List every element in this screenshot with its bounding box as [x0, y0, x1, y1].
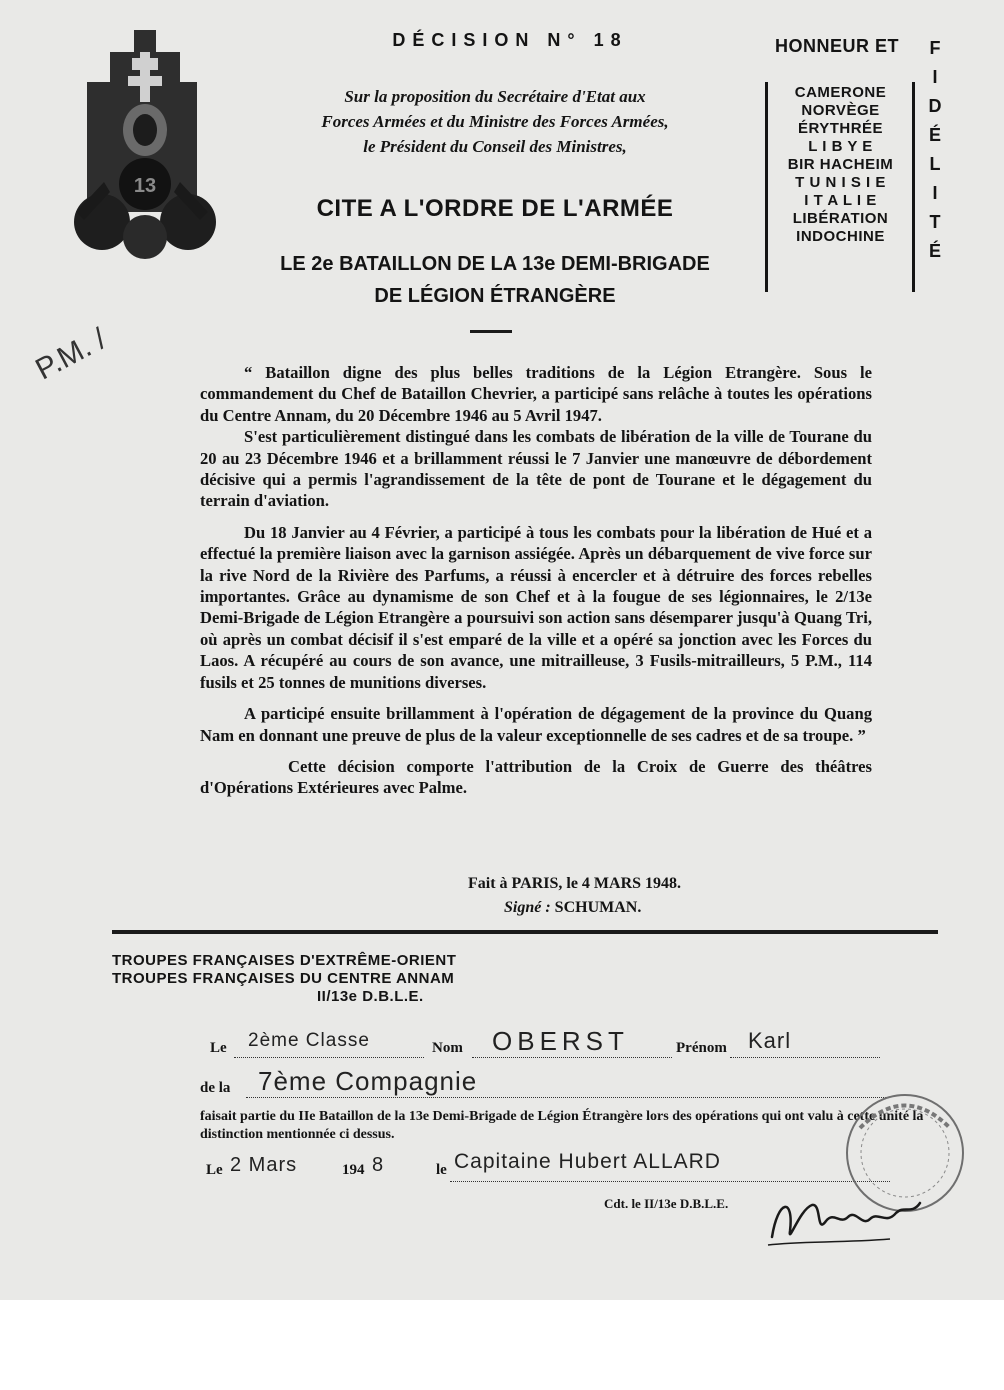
- battalion-line: DE LÉGION ÉTRANGÈRE: [374, 285, 616, 307]
- date-value: 2 Mars: [230, 1154, 298, 1176]
- le-label: Le: [210, 1040, 227, 1056]
- year-prefix: 194: [342, 1162, 365, 1178]
- decision-title: DÉCISION N° 18: [392, 30, 628, 50]
- troupes-line: TROUPES FRANÇAISES D'EXTRÊME-ORIENT: [112, 952, 457, 969]
- proposal-line: Sur la proposition du Secrétaire d'Etat aux: [344, 87, 646, 106]
- troupes-heading: [112, 952, 456, 1006]
- unit-code: II/13e D.B.L.E.: [317, 988, 424, 1005]
- signature-scrawl: [760, 1185, 930, 1255]
- fidelite-letter: I: [932, 183, 938, 203]
- campaign-item: I T A L I E: [804, 192, 877, 209]
- campaign-item: ÉRYTHRÉE: [797, 120, 884, 137]
- campaign-item: T U N I S I E: [795, 174, 886, 191]
- dela-label: de la: [200, 1080, 231, 1096]
- proposal-text: [240, 84, 750, 159]
- section-separator: [112, 930, 938, 934]
- nom-value: OBERST: [492, 1026, 629, 1056]
- battalion-line: LE 2e BATAILLON DE LA 13e DEMI-BRIGADE: [280, 253, 710, 275]
- signed-line: [504, 896, 780, 920]
- prenom-label: Prénom: [676, 1040, 727, 1056]
- prenom-value: Karl: [748, 1028, 792, 1053]
- signature-block: [460, 872, 780, 920]
- campaign-item: BIR HACHEIM: [787, 156, 894, 173]
- proposal-line: le Président du Conseil des Ministres,: [363, 137, 627, 156]
- signed-name: SCHUMAN.: [554, 899, 642, 916]
- fidelite-vertical: [925, 34, 945, 266]
- proposal-line: Forces Armées et du Ministre des Forces Armées,: [321, 112, 669, 131]
- fidelite-letter: T: [929, 212, 941, 232]
- nom-label: Nom: [432, 1040, 463, 1056]
- rank-dotline: [234, 1056, 424, 1058]
- fidelite-letter: D: [928, 96, 942, 116]
- date-prefix: Le: [206, 1162, 223, 1178]
- honneur-title: HONNEUR ET: [775, 36, 900, 56]
- legion-emblem-icon: [62, 22, 222, 262]
- company-row: [200, 1066, 900, 1100]
- officer-dotline: [450, 1180, 890, 1182]
- svg-text:13: 13: [133, 175, 157, 197]
- battalion-heading: [240, 248, 750, 312]
- svg-text:P.M. /: P.M. /: [30, 322, 112, 387]
- commander-line: Cdt. le II/13e D.B.L.E.: [604, 1196, 729, 1211]
- citation-paragraph: S'est particulièrement distingué dans les combats de libération de la ville de Tourane du 20 au 23 Décembre 1946 et a brillamment réussi le 7 Janvier une manœuvre de débordement décisive qui a permis l'agrandissement de la tête de pont de Tourane et le dégagement du terrain d'aviation.: [200, 427, 872, 511]
- prenom-dotline: [730, 1056, 880, 1058]
- rank-value: 2ème Classe: [248, 1030, 370, 1051]
- soldier-row: [200, 1026, 900, 1060]
- officer-prefix: le: [436, 1162, 447, 1178]
- place-date: Fait à PARIS, le 4 MARS 1948.: [468, 875, 682, 892]
- section-divider: [470, 330, 512, 333]
- certificate-statement: faisait partie du IIe Bataillon de la 13e Demi-Brigade de Légion Étrangère lors des opérations qui ont valu à cette unité la distinction mentionnée ci dessus.: [200, 1109, 924, 1142]
- officer-value: Capitaine Hubert ALLARD: [454, 1150, 721, 1173]
- fidelite-letter: I: [932, 67, 938, 87]
- company-value: 7ème Compagnie: [258, 1066, 478, 1096]
- cite-heading: CITE A L'ORDRE DE L'ARMÉE: [316, 195, 674, 222]
- troupes-line: TROUPES FRANÇAISES DU CENTRE ANNAM: [112, 970, 455, 987]
- fidelite-letter: É: [928, 125, 941, 145]
- campaign-item: L I B Y E: [808, 138, 873, 155]
- citation-paragraph: “ Bataillon digne des plus belles traditions de la Légion Etrangère. Sous le commandement du Chef de Bataillon Chevrier, a participé sans relâche à toutes les opérations du Centre Annam, du 20 Décembre 1946 au 5 Avril 1947.: [200, 363, 872, 425]
- citation-paragraph: Cette décision comporte l'attribution de la Croix de Guerre des théâtres d'Opérations Extérieures avec Palme.: [200, 756, 872, 798]
- page-footer-band: [0, 1300, 1004, 1390]
- fidelite-letter: L: [929, 154, 941, 174]
- campaign-box: [765, 82, 915, 292]
- campaign-item: INDOCHINE: [796, 228, 885, 245]
- year-digit: 8: [372, 1154, 385, 1176]
- campaign-item: CAMERONE: [794, 84, 887, 101]
- citation-paragraph: A participé ensuite brillamment à l'opération de dégagement de la province du Quang Nam en donnant une preuve de plus de la valeur exceptionnelle de ses cadres et de sa troupe. ”: [200, 704, 872, 745]
- handwritten-margin-note: [22, 300, 132, 390]
- campaign-item: LIBÉRATION: [792, 210, 889, 227]
- fidelite-letter: É: [928, 241, 941, 261]
- citation-paragraph: Du 18 Janvier au 4 Février, a participé à tous les combats pour la libération de Hué et a effectué la première liaison avec la garnison assiégée. Après un débarquement de vive force sur la rive Nord de la Rivière des Parfums, a réussi à encercler et à détruire des forces rebelles importantes. Grâce au dynamisme de son Chef et à la fougue de ses légionnaires, le 2/13e Demi-Brigade de Légion Etrangère a poursuivi son action sans désemparer jusqu'à Quang Tri, où après un combat décisif il s'est emparé de la ville et a opéré sa jonction avec les Forces du Laos. A récupéré au cours de son avance, une mitrailleuse, 3 Fusils-mitrailleurs, 5 P.M., 114 fusils et 25 tonnes de munitions diverses.: [200, 522, 872, 692]
- campaign-item: NORVÈGE: [801, 102, 880, 119]
- date-officer-row: [200, 1150, 900, 1184]
- signed-label: Signé :: [504, 899, 551, 916]
- citation-body: [200, 362, 872, 809]
- fidelite-letter: F: [929, 38, 941, 58]
